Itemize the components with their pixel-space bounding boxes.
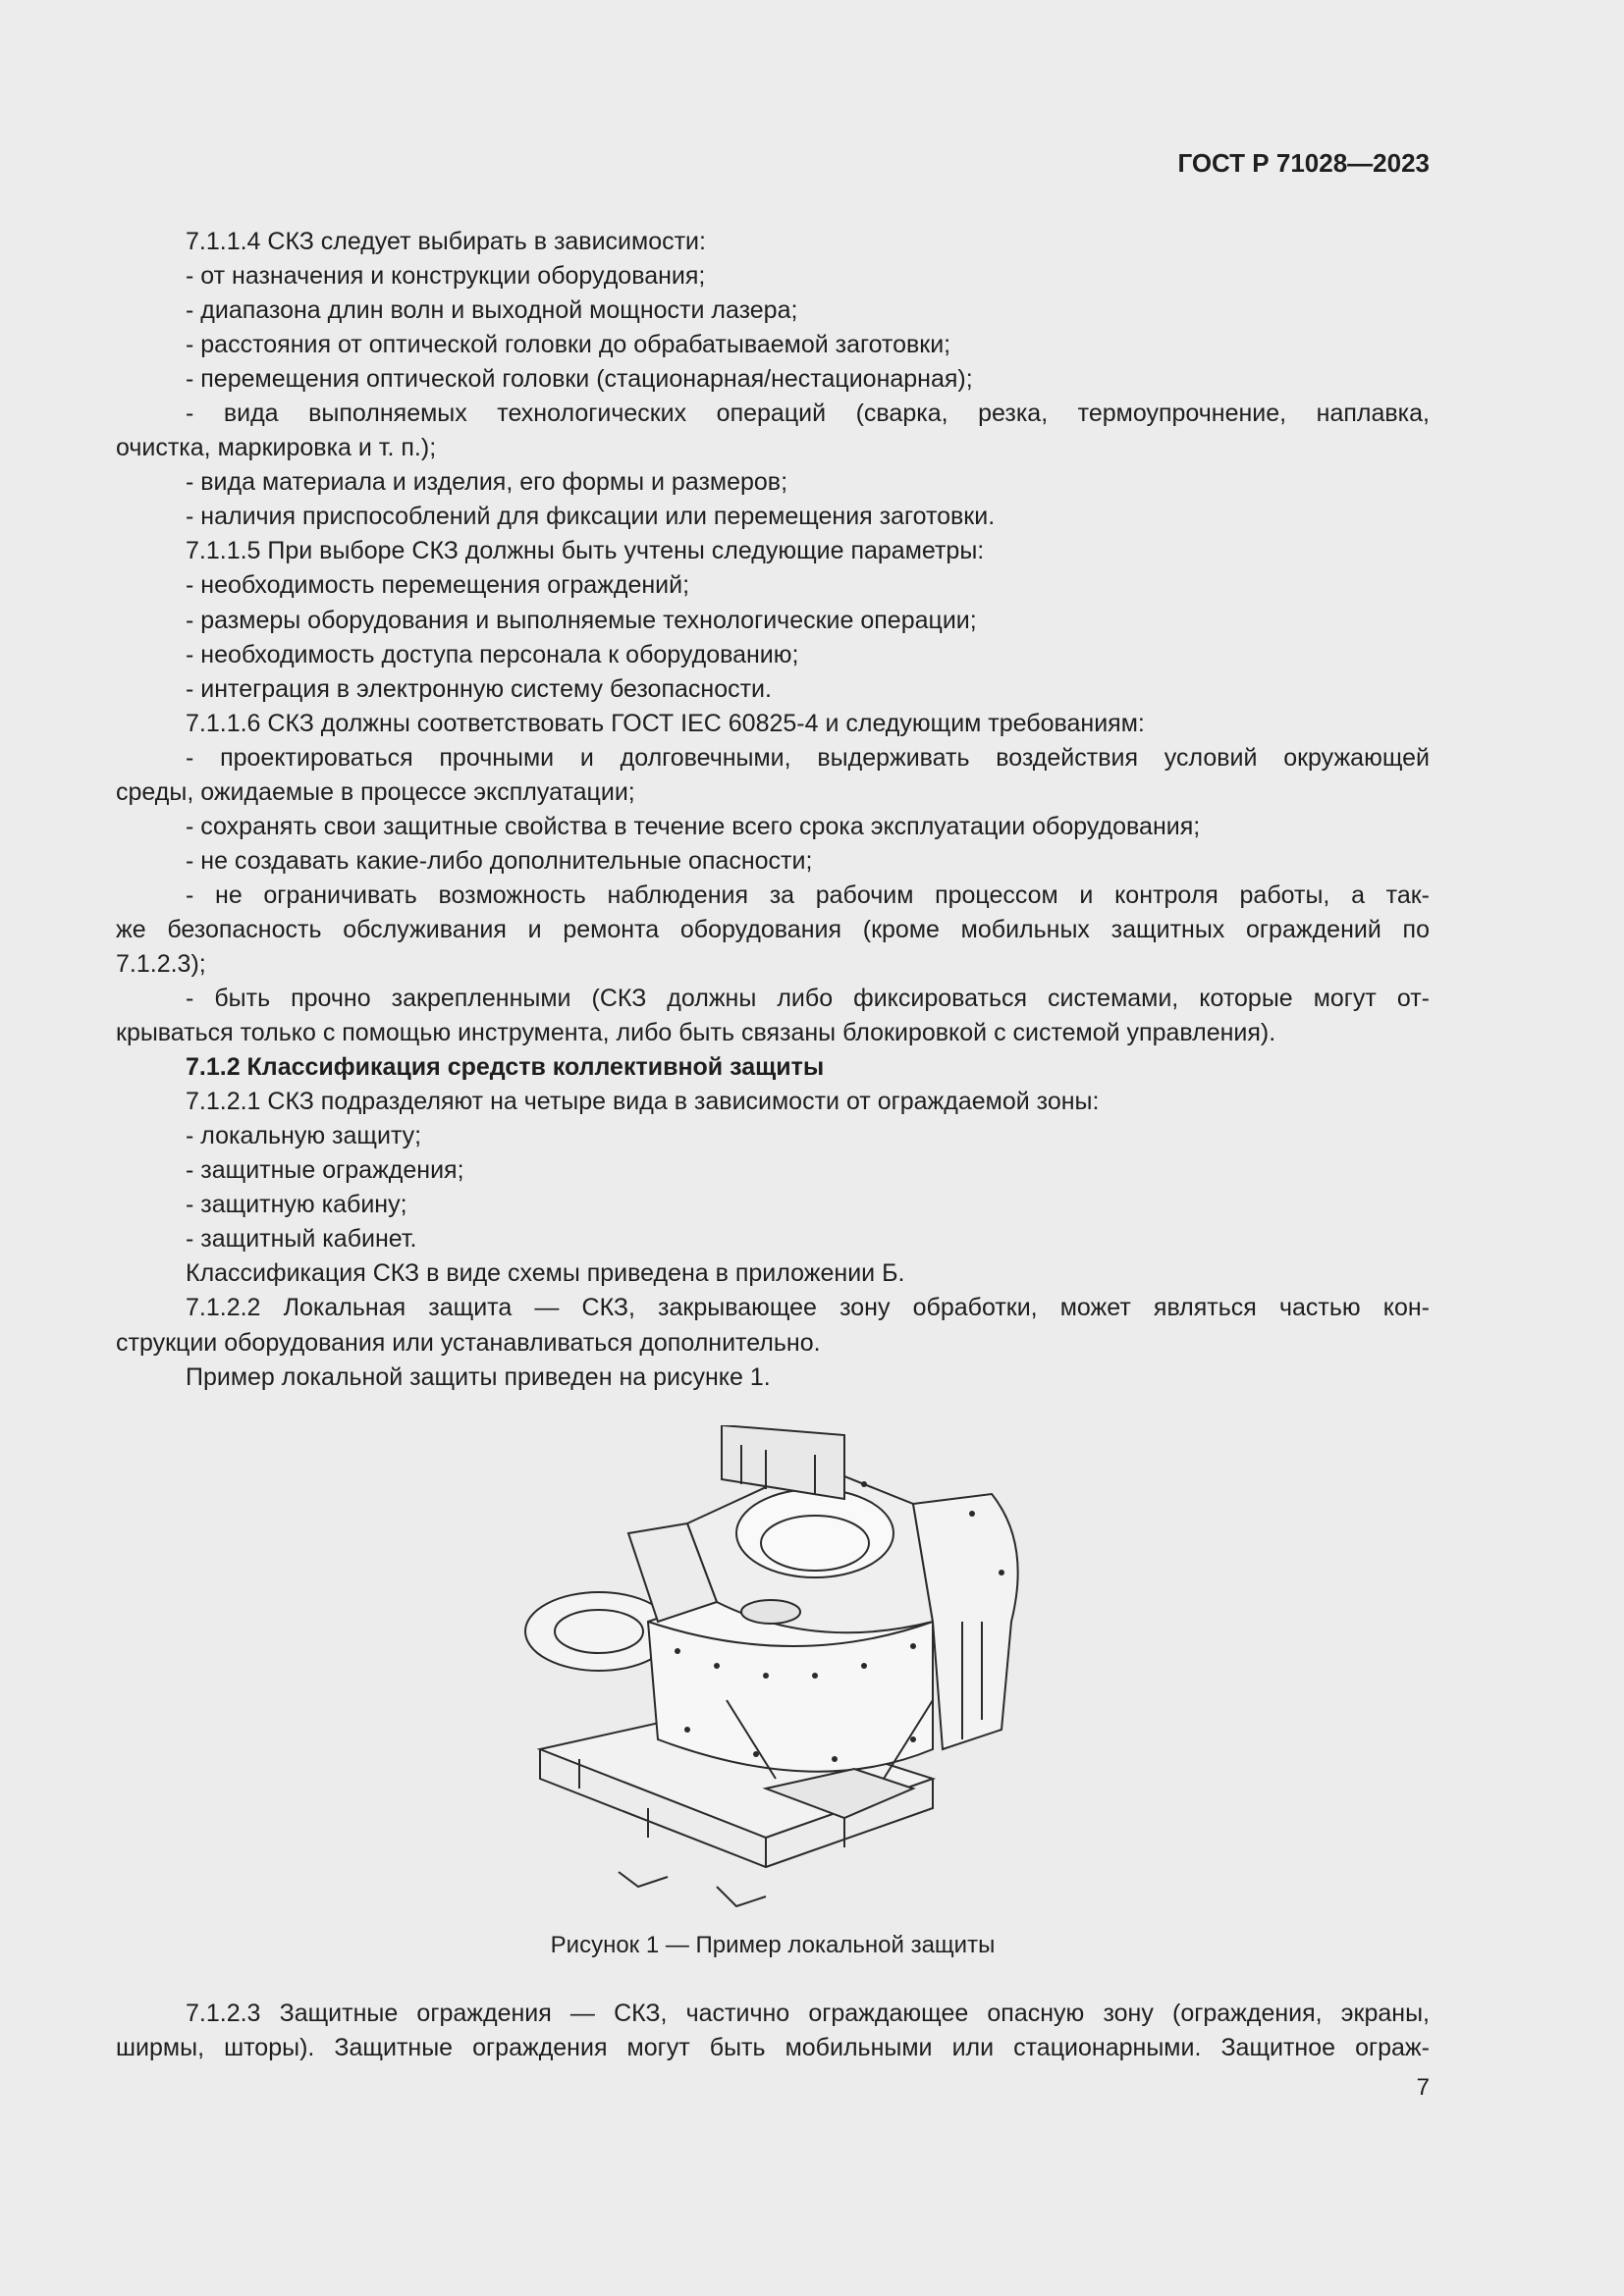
- text-line: струкции оборудования или устанавливаться дополнительно.: [116, 1328, 821, 1357]
- continuation-text: [116, 1997, 1430, 2065]
- text-line: - защитную кабину;: [186, 1191, 407, 1219]
- text-line: - сохранять свои защитные свойства в течение всего срока эксплуатации оборудования;: [186, 812, 1201, 840]
- figure-caption: Рисунок 1 — Пример локальной защиты: [550, 1932, 996, 1958]
- text-line: крываться только с помощью инструмента, либо быть связаны блокировкой с системой управления).: [116, 1019, 1276, 1047]
- text-line: - вида материала и изделия, его формы и размеров;: [186, 468, 788, 497]
- text-line: 7.1.1.4 СКЗ следует выбирать в зависимости:: [186, 228, 706, 255]
- text-line: - вида выполняемых технологических операций (сварка, резка, термоупрочнение, наплавка,: [186, 400, 1430, 428]
- text-line: ширмы, шторы). Защитные ограждения могут быть мобильными или стационарными. Защитное ограж-: [116, 2034, 1430, 2062]
- text-line: - необходимость доступа персонала к оборудованию;: [186, 640, 799, 668]
- text-line: среды, ожидаемые в процессе эксплуатации;: [116, 777, 635, 806]
- text-line: - диапазона длин волн и выходной мощности лазера;: [186, 296, 798, 325]
- text-line: - не ограничивать возможность наблюдения за рабочим процессом и контроля работы, а так-: [186, 881, 1430, 909]
- text-line: 7.1.1.6 СКЗ должны соответствовать ГОСТ IEC 60825-4 и следующим требованиям:: [186, 709, 1145, 737]
- text-line: - не создавать какие-либо дополнительные опасности;: [186, 846, 813, 875]
- text-line: - интеграция в электронную систему безопасности.: [186, 674, 772, 703]
- text-line: же безопасность обслуживания и ремонта оборудования (кроме мобильных защитных ограждений по: [116, 915, 1430, 943]
- figure-local-protection-drawing: [520, 1425, 1051, 1912]
- main-text: [116, 225, 1430, 1395]
- text-line: - расстояния от оптической головки до обрабатываемой заготовки;: [186, 331, 951, 359]
- text-line: - перемещения оптической головки (стационарная/нестационарная);: [186, 365, 973, 394]
- text-line: 7.1.2.1 СКЗ подразделяют на четыре вида в зависимости от ограждаемой зоны:: [186, 1088, 1100, 1116]
- text-line: Классификация СКЗ в виде схемы приведена в приложении Б.: [186, 1259, 905, 1288]
- text-line: 7.1.2.3);: [116, 949, 206, 978]
- document-header-id: ГОСТ Р 71028—2023: [1177, 148, 1430, 178]
- text-line: - наличия приспособлений для фиксации или перемещения заготовки.: [186, 503, 996, 531]
- text-line: - размеры оборудования и выполняемые технологические операции;: [186, 606, 977, 634]
- section-heading: 7.1.2 Классификация средств коллективной защиты: [186, 1053, 825, 1082]
- text-line: Пример локальной защиты приведен на рисунке 1.: [186, 1362, 771, 1391]
- text-line: - локальную защиту;: [186, 1122, 422, 1150]
- text-line: - защитные ограждения;: [186, 1156, 464, 1185]
- text-line: - защитный кабинет.: [186, 1225, 417, 1254]
- text-line: - от назначения и конструкции оборудования;: [186, 262, 706, 291]
- page-number: 7: [1416, 2074, 1430, 2101]
- text-line: 7.1.1.5 При выборе СКЗ должны быть учтены следующие параметры:: [186, 537, 985, 565]
- text-line: 7.1.2.2 Локальная защита — СКЗ, закрывающее зону обработки, может являться частью кон-: [186, 1294, 1430, 1322]
- text-line: очистка, маркировка и т. п.);: [116, 434, 437, 462]
- text-line: - необходимость перемещения ограждений;: [186, 571, 690, 600]
- text-line: - быть прочно закрепленными (СКЗ должны либо фиксироваться системами, которые могут от-: [186, 985, 1430, 1013]
- text-line: 7.1.2.3 Защитные ограждения — СКЗ, частично ограждающее опасную зону (ограждения, экраны,: [186, 2000, 1430, 2027]
- text-line: - проектироваться прочными и долговечными, выдерживать воздействия условий окружающей: [186, 743, 1430, 772]
